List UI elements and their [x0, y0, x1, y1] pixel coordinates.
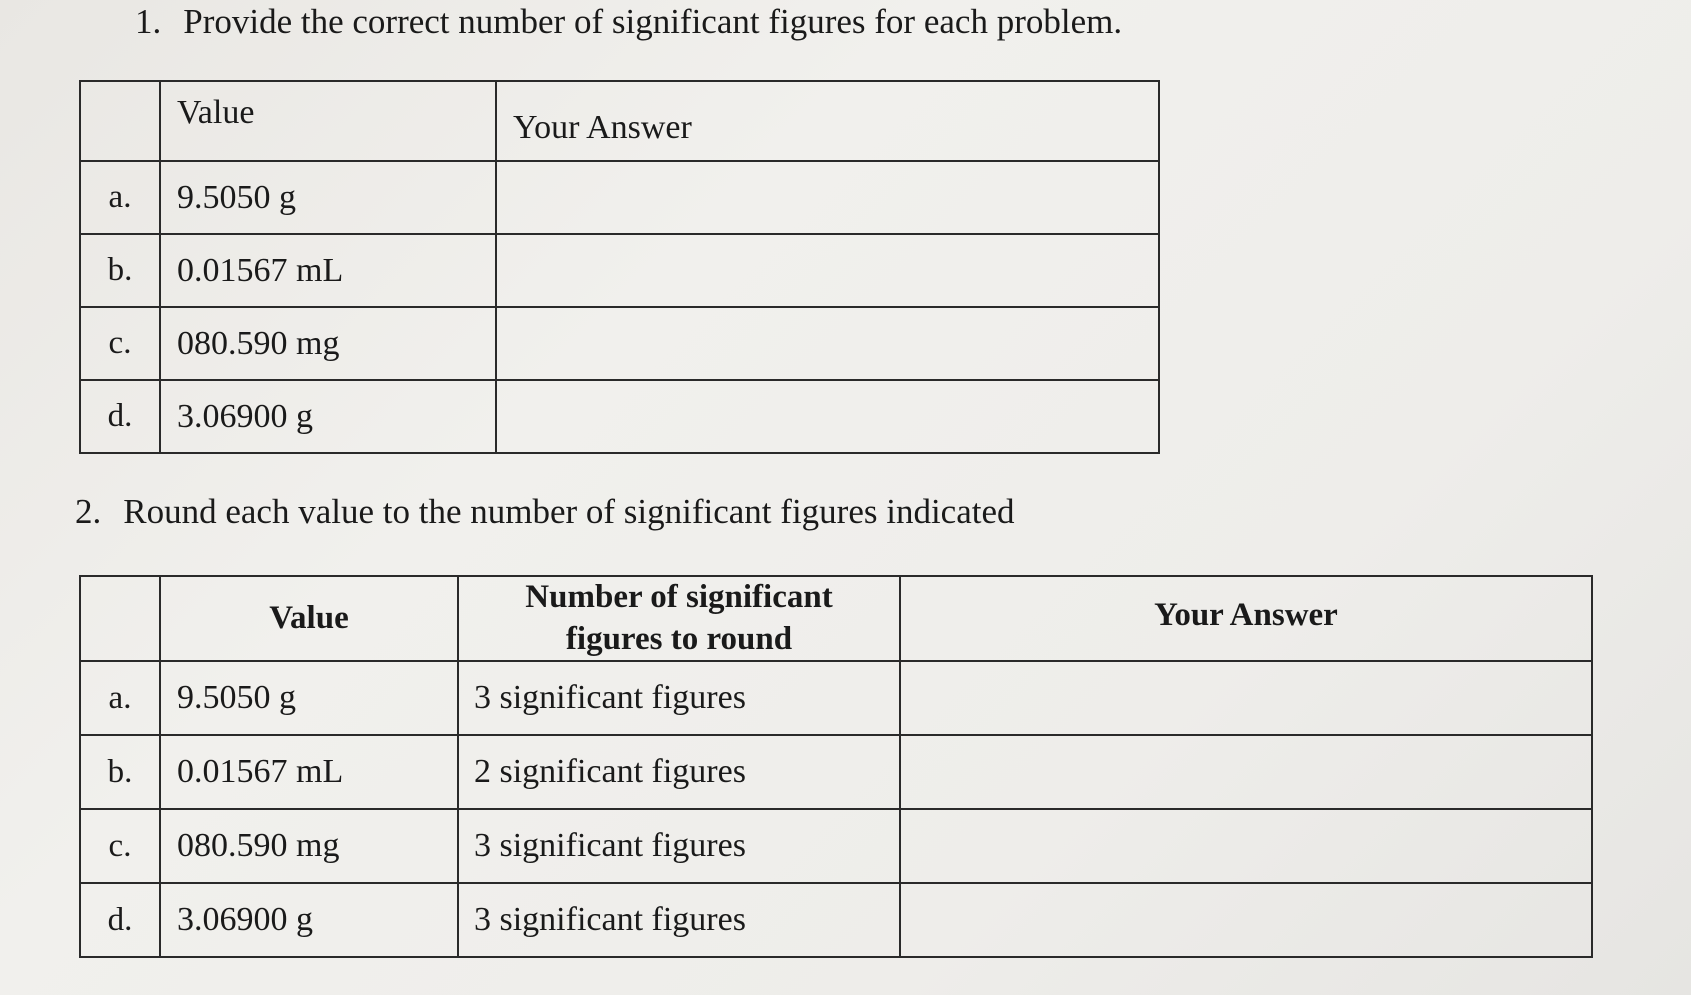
question-2-heading — [75, 492, 1015, 532]
table2-row-label: b. — [80, 735, 160, 809]
table1-answer-cell[interactable] — [496, 380, 1159, 453]
table2-answer-cell[interactable] — [900, 735, 1592, 809]
table1-header-answer: Your Answer — [496, 81, 1159, 161]
table1-header-value: Value — [160, 81, 496, 161]
table1-answer-cell[interactable] — [496, 161, 1159, 234]
table1-answer-cell[interactable] — [496, 307, 1159, 380]
question-1-text: Provide the correct number of significant figures for each problem. — [183, 2, 1123, 41]
table1-row-label: c. — [80, 307, 160, 380]
sig-fig-count-table — [79, 80, 1160, 454]
table2-answer-cell[interactable] — [900, 809, 1592, 883]
table1-row-a — [80, 161, 1159, 234]
table2-row-label: c. — [80, 809, 160, 883]
table2-row-value: 080.590 mg — [160, 809, 458, 883]
table1-header-row — [80, 81, 1159, 161]
table2-row-value: 3.06900 g — [160, 883, 458, 957]
question-2-text: Round each value to the number of significant figures indicated — [123, 492, 1015, 531]
table1-row-label: b. — [80, 234, 160, 307]
table1-row-value: 9.5050 g — [160, 161, 496, 234]
table2-row-c — [80, 809, 1592, 883]
table1-row-c — [80, 307, 1159, 380]
table2-row-value: 0.01567 mL — [160, 735, 458, 809]
table2-row-value: 9.5050 g — [160, 661, 458, 735]
table2-header-sigfig-line1: Number of significant — [525, 579, 833, 616]
table2-row-a — [80, 661, 1592, 735]
table2-row-sigfig: 3 significant figures — [458, 883, 900, 957]
table2-row-sigfig: 2 significant figures — [458, 735, 900, 809]
table1-row-label: d. — [80, 380, 160, 453]
table2-header-sigfig-line2: figures to round — [565, 620, 793, 657]
question-2-number: 2. — [75, 492, 102, 531]
table2-header-sigfig — [458, 576, 900, 661]
question-1-number: 1. — [135, 2, 162, 41]
table1-answer-cell[interactable] — [496, 234, 1159, 307]
table1-row-label: a. — [80, 161, 160, 234]
table2-row-d — [80, 883, 1592, 957]
table1-row-value: 080.590 mg — [160, 307, 496, 380]
table2-answer-cell[interactable] — [900, 661, 1592, 735]
rounding-table — [79, 575, 1593, 958]
question-1-heading — [135, 2, 1122, 42]
table2-row-label: a. — [80, 661, 160, 735]
table1-header-label — [80, 81, 160, 161]
table2-answer-cell[interactable] — [900, 883, 1592, 957]
table1-row-b — [80, 234, 1159, 307]
table2-header-answer: Your Answer — [900, 576, 1592, 661]
table2-row-sigfig: 3 significant figures — [458, 661, 900, 735]
table2-header-label — [80, 576, 160, 661]
table2-header-row — [80, 576, 1592, 661]
table1-row-value: 0.01567 mL — [160, 234, 496, 307]
table2-row-label: d. — [80, 883, 160, 957]
table2-header-value: Value — [160, 576, 458, 661]
table2-row-b — [80, 735, 1592, 809]
table1-row-value: 3.06900 g — [160, 380, 496, 453]
table2-row-sigfig: 3 significant figures — [458, 809, 900, 883]
table1-row-d — [80, 380, 1159, 453]
